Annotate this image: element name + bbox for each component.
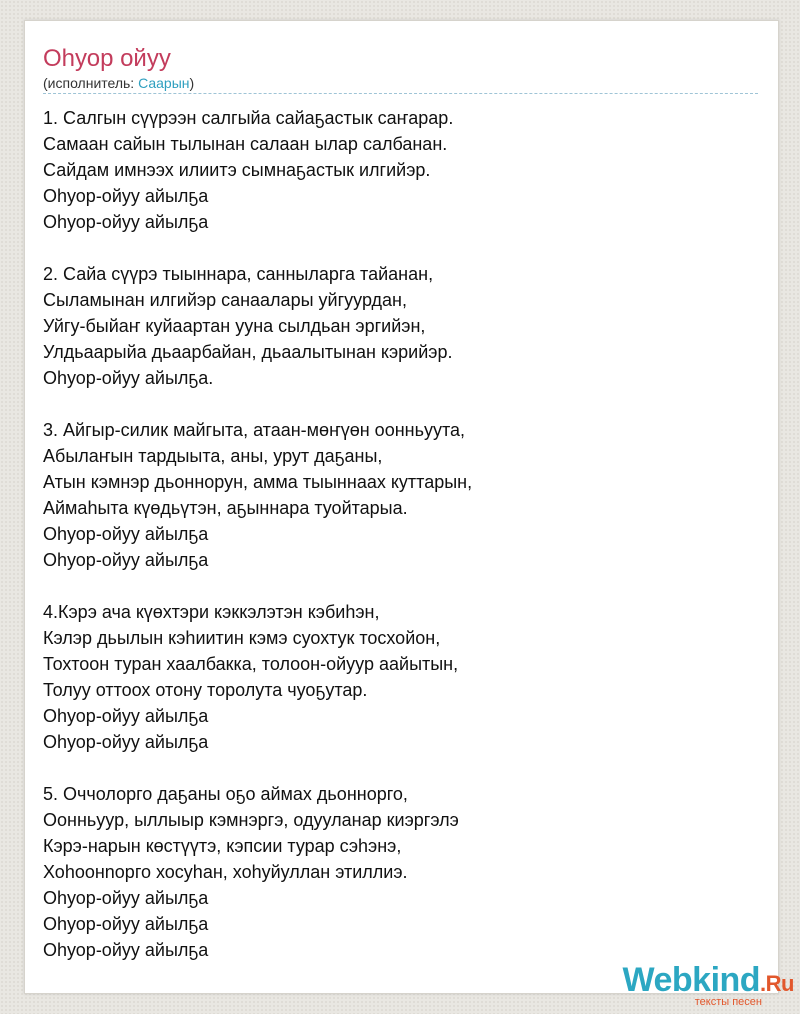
lyric-line: Оһуор-ойуу айылҕа <box>43 550 209 570</box>
lyric-line: 2. Сайа сүүрэ тыыннара, санныларга тайанан, <box>43 264 434 284</box>
lyric-line: Кэрэ-нарын көстүүтэ, кэпсии турар сэһэнэ, <box>43 836 402 856</box>
logo-brand: Webkind <box>622 961 761 999</box>
lyric-line: Сайдам имнээх илиитэ сымнаҕастык илгийэр. <box>43 160 431 180</box>
stanza-4 <box>43 599 758 755</box>
site-logo[interactable] <box>623 962 795 1008</box>
artist-line <box>43 75 194 91</box>
lyric-line: Оһуор-ойуу айылҕа <box>43 212 209 232</box>
lyric-line: Хоһоонnорго хосуһан, хоһуйуллан этиллиэ. <box>43 862 408 882</box>
lyric-line: Оһуор-ойуу айылҕа. <box>43 368 214 388</box>
lyric-line: Кэлэр дьылын кэһиитин кэмэ суохтук тосхойон, <box>43 628 441 648</box>
lyric-line: 1. Салгын сүүрээн салгыйа сайаҕастык саҥарар. <box>43 108 454 128</box>
lyric-line: Оһуор-ойуу айылҕа <box>43 706 209 726</box>
title-divider <box>43 93 758 94</box>
lyric-line: Толуу оттоох отону торолута чуоҕутар. <box>43 680 368 700</box>
lyric-line: Оһуор-ойуу айылҕа <box>43 524 209 544</box>
artist-suffix: ) <box>189 75 195 91</box>
lyric-line: 4.Кэрэ ача күөхтэри кэккэлэтэн кэбиһэн, <box>43 602 380 622</box>
lyric-line: Аймаһыта күөдьүтэн, аҕыннара туойтарыа. <box>43 498 408 518</box>
lyrics-text <box>43 105 758 963</box>
artist-prefix: (исполнитель: <box>43 75 139 91</box>
logo-tagline: тексты песен <box>694 996 762 1008</box>
lyric-line: Тохтоон туран хаалбакка, толоон-ойуур аайытын, <box>43 654 459 674</box>
artist-link[interactable]: Саарын <box>138 75 190 91</box>
stanza-3 <box>43 417 758 573</box>
lyric-line: Абылаҥын тардыыта, аны, урут даҕаны, <box>43 446 383 466</box>
lyric-line: Сыламынан илгийэр санаалары уйгуурдан, <box>43 290 407 310</box>
lyric-line: Оһуор-ойуу айылҕа <box>43 914 209 934</box>
lyric-line: Оһуор-ойуу айылҕа <box>43 888 209 908</box>
lyric-line: 5. Оччолорго даҕаны оҕо аймах дьоннорго, <box>43 784 408 804</box>
lyric-line: Улдьаарыйа дьаарбайан, дьаалытынан кэрийэр. <box>43 342 453 362</box>
lyric-line: Самаан сайын тылынан салаан ылар салбанан. <box>43 134 448 154</box>
logo-tld: .Ru <box>760 971 794 996</box>
lyric-line: 3. Айгыр-силик майгыта, атаан-мөҥүөн оонньуута, <box>43 420 466 440</box>
lyric-line: Оһуор-ойуу айылҕа <box>43 940 209 960</box>
lyric-line: Уйгу-быйаҥ куйаартан ууна сылдьан эргийэн, <box>43 316 426 336</box>
lyric-line: Оһуор-ойуу айылҕа <box>43 732 209 752</box>
lyric-line: Оонньуур, ыллыыр кэмнэргэ, одууланар киэргэлэ <box>43 810 459 830</box>
stanza-2 <box>43 261 758 391</box>
lyric-line: Атын кэмнэр дьоннорун, амма тыыннаах куттарын, <box>43 472 473 492</box>
page-title: Оhуор ойуу <box>43 45 171 72</box>
lyrics-card <box>24 20 779 994</box>
stanza-1 <box>43 105 758 235</box>
stanza-5 <box>43 781 758 963</box>
lyric-line: Оһуор-ойуу айылҕа <box>43 186 209 206</box>
